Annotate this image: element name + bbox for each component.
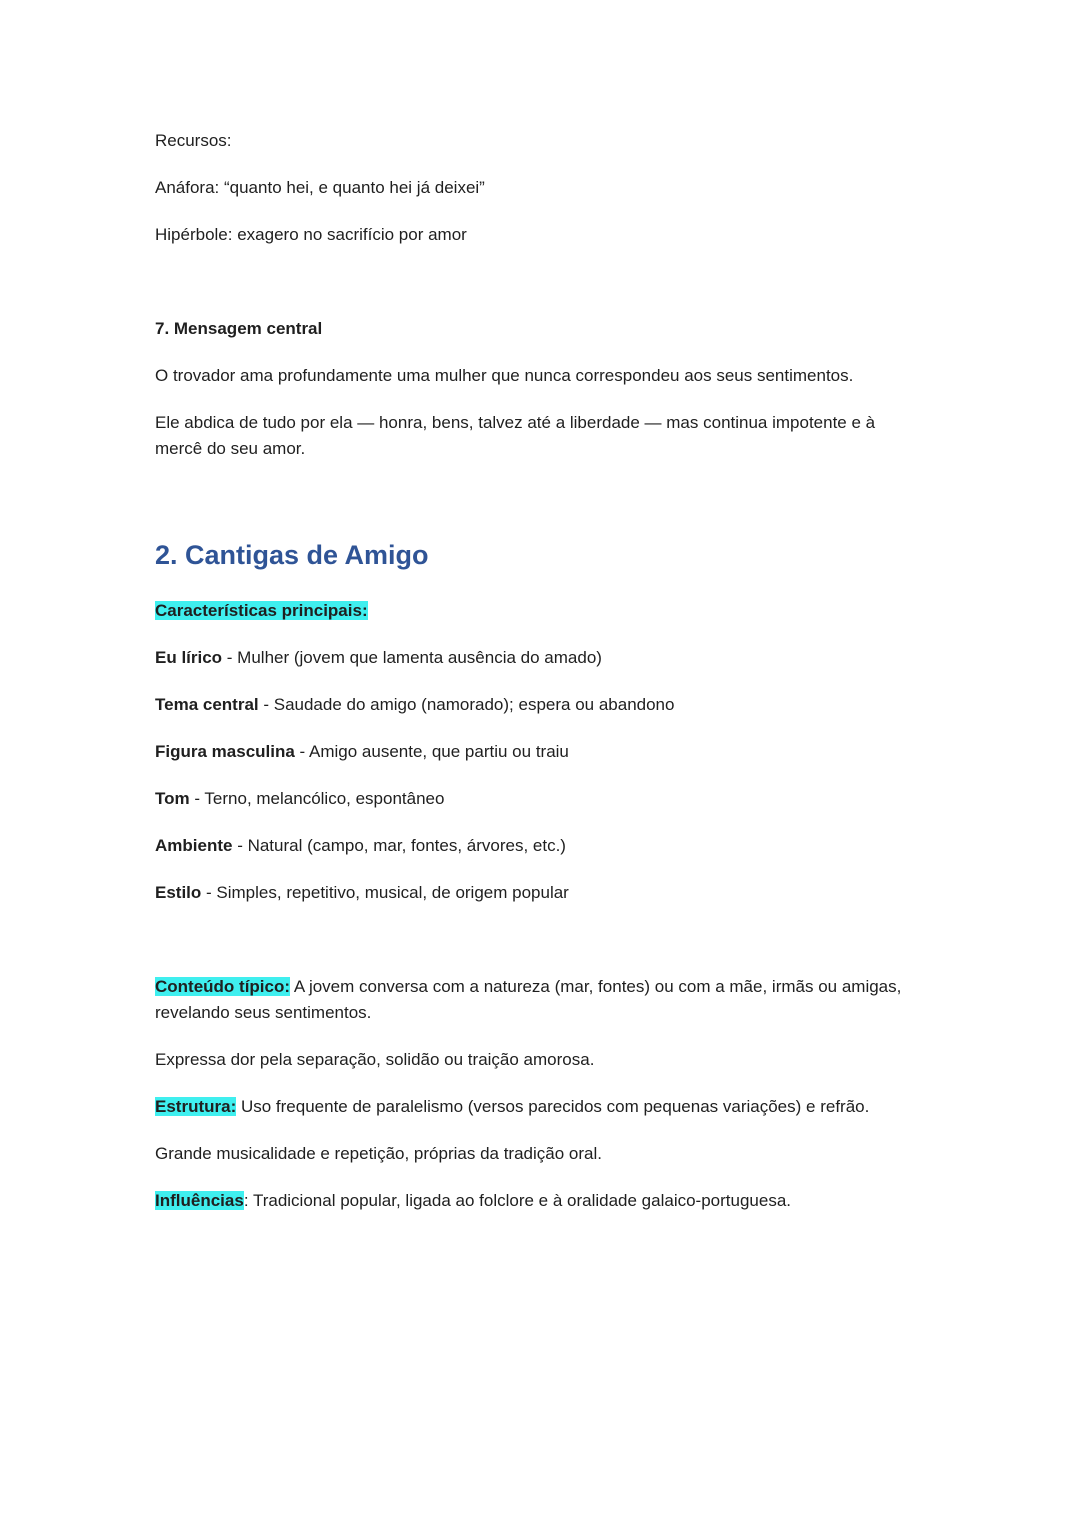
paragraph	[155, 833, 905, 859]
bold-text: 7. Mensagem central	[155, 319, 323, 338]
paragraph	[155, 316, 905, 342]
paragraph	[155, 598, 905, 624]
text-run: - Mulher (jovem que lamenta ausência do amado)	[222, 648, 602, 667]
text-run: Anáfora: “quanto hei, e quanto hei já deixei”	[155, 178, 485, 197]
bold-text: Figura masculina	[155, 742, 295, 761]
paragraph	[155, 1188, 905, 1214]
paragraph	[155, 974, 905, 1026]
paragraph	[155, 1047, 905, 1073]
text-run: - Amigo ausente, que partiu ou traiu	[294, 742, 569, 761]
highlighted-text: Influências	[155, 1191, 244, 1210]
text-run: Expressa dor pela separação, solidão ou traição amorosa.	[155, 1050, 595, 1069]
paragraph-spacer	[155, 483, 905, 530]
paragraph	[155, 1141, 905, 1167]
paragraph	[155, 410, 905, 462]
text-run: Grande musicalidade e repetição, próprias da tradição oral.	[155, 1144, 602, 1163]
text-run: Ele abdica de tudo por ela — honra, bens, talvez até a liberdade — mas continua impotente e à mercê do seu amor.	[155, 413, 876, 458]
document-content	[155, 128, 905, 1214]
paragraph	[155, 786, 905, 812]
highlighted-text: Características principais:	[155, 601, 368, 620]
paragraph	[155, 880, 905, 906]
text-run: A jovem conversa com a natureza (mar, fontes) ou com a mãe, irmãs ou amigas, revelando seus sentimentos.	[155, 977, 902, 1022]
text-run: - Natural (campo, mar, fontes, árvores, etc.)	[232, 836, 566, 855]
paragraph	[155, 1094, 905, 1120]
bold-text: Tom	[155, 789, 190, 808]
paragraph	[155, 175, 905, 201]
text-run: Uso frequente de paralelismo (versos parecidos com pequenas variações) e refrão.	[236, 1097, 870, 1116]
text-run: Recursos:	[155, 131, 232, 150]
paragraph	[155, 645, 905, 671]
text-run: - Saudade do amigo (namorado); espera ou abandono	[258, 695, 675, 714]
text-run: Hipérbole: exagero no sacrifício por amor	[155, 225, 467, 244]
text-run: : Tradicional popular, ligada ao folclore e à oralidade galaico-portuguesa.	[243, 1191, 792, 1210]
paragraph-spacer	[155, 269, 905, 316]
highlighted-text: Conteúdo típico:	[155, 977, 291, 996]
paragraph	[155, 128, 905, 154]
text-run: O trovador ama profundamente uma mulher que nunca correspondeu aos seus sentimentos.	[155, 366, 854, 385]
highlighted-text: Estrutura:	[155, 1097, 237, 1116]
paragraph-spacer	[155, 927, 905, 974]
paragraph	[155, 692, 905, 718]
paragraph	[155, 222, 905, 248]
bold-text: Eu lírico	[155, 648, 223, 667]
text-run: - Terno, melancólico, espontâneo	[189, 789, 445, 808]
paragraph	[155, 363, 905, 389]
paragraph	[155, 739, 905, 765]
bold-text: Tema central	[155, 695, 259, 714]
section-heading: 2. Cantigas de Amigo	[155, 540, 429, 570]
text-run: - Simples, repetitivo, musical, de origem popular	[201, 883, 569, 902]
bold-text: Estilo	[155, 883, 202, 902]
bold-text: Ambiente	[155, 836, 233, 855]
